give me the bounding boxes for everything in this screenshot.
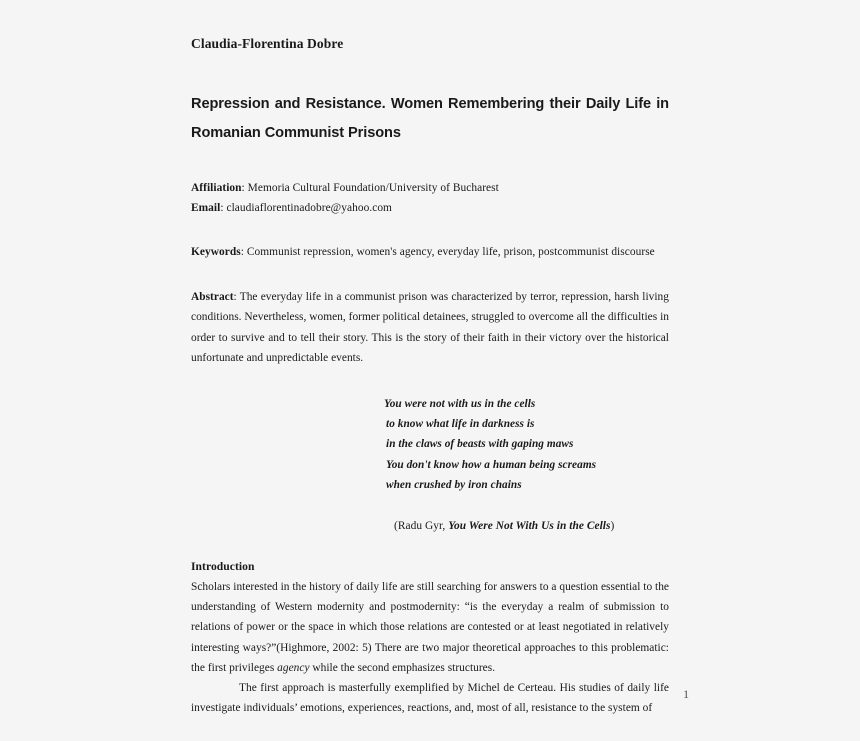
keywords-label: Keywords — [191, 246, 241, 259]
body-paragraph — [191, 577, 669, 678]
email-label: Email — [191, 202, 221, 215]
keywords-line — [191, 242, 669, 262]
epigraph-line: to know what life in darkness is — [386, 418, 535, 431]
author-name: Claudia-Florentina Dobre — [191, 36, 344, 51]
attribution-work-title: You Were Not With Us in the Cells — [448, 520, 611, 533]
epigraph-attribution — [394, 516, 669, 536]
body-paragraph: The first approach is masterfully exemplified by Michel de Certeau. His studies of daily life investigate individuals’ emotions, experiences, reactions, and, most of all, resistance to the system of — [191, 682, 669, 715]
epigraph-line: You don't know how a human being screams — [386, 458, 597, 471]
epigraph-poem — [386, 394, 669, 495]
paragraph-text: Scholars interested in the history of daily life are still searching for answers to a question essential to the understanding of Western modernity and postmodernity: “is the everyday a realm of submission to relations of power or the space in which those relations are contested or at least negotiated in relatively interesting ways?”(Highmore, 2002: 5) There are two major theoretical approaches to this problematic: the first privileges — [191, 581, 669, 674]
emphasized-term: agency — [277, 661, 310, 674]
page-title: Repression and Resistance. Women Remembering their Daily Life in Romanian Communist Prisons — [191, 96, 669, 142]
abstract-label: Abstract — [191, 291, 234, 304]
document-text-column — [191, 0, 669, 718]
abstract-value: : The everyday life in a communist prison was characterized by terror, repression, harsh living conditions. Nevertheless, women, former political detainees, struggled to overcome all the difficulties in order to survive and to tell their story. This is the story of their faith in their victory over the historical unfortunate and unpredictable events. — [191, 291, 669, 364]
epigraph-line: when crushed by iron chains — [386, 478, 522, 491]
attribution-close-paren: ) — [610, 520, 615, 533]
metadata-block — [191, 178, 669, 218]
page-number: 1 — [683, 689, 689, 701]
keywords-value: : Communist repression, women's agency, everyday life, prison, postcommunist discourse — [240, 246, 655, 259]
epigraph-line: You were not with us in the cells — [384, 398, 536, 410]
email-line — [191, 198, 669, 218]
paragraph-text-continued: while the second emphasizes structures. — [309, 661, 496, 674]
affiliation-value: : Memoria Cultural Foundation/University of Bucharest — [241, 182, 499, 195]
attribution-author: (Radu Gyr, — [394, 520, 449, 533]
affiliation-line — [191, 178, 669, 198]
section-heading-introduction: Introduction — [191, 560, 255, 574]
affiliation-label: Affiliation — [191, 182, 242, 195]
abstract-paragraph — [191, 287, 669, 368]
email-value: : claudiaflorentinadobre@yahoo.com — [220, 202, 392, 215]
epigraph-line: in the claws of beasts with gaping maws — [386, 438, 574, 451]
